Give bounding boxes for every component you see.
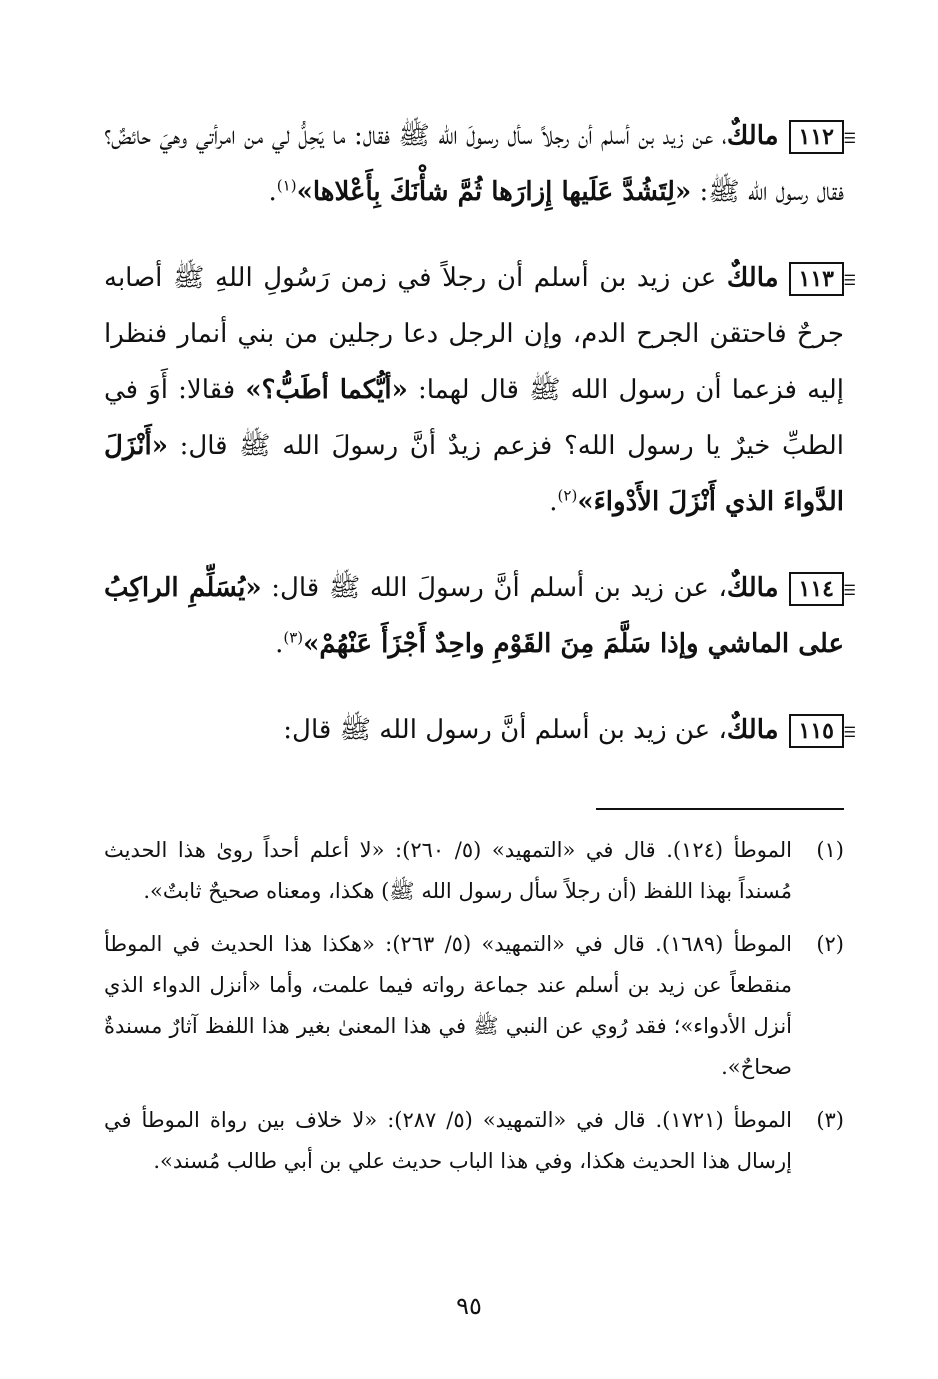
hadith-115 [104, 702, 844, 758]
hadith-ending: . [268, 177, 277, 207]
prophetic-quote-2: «أَنْزَلَ الدَّواءَ الذي أَنْزَلَ الأَدْواءَ» [104, 431, 844, 517]
footnotes [104, 830, 844, 1182]
footnote-text: الموطأ (١٢٤). قال في «التمهيد» (٥/ ٢٦٠): «لا أعلم أحداً روىٰ هذا الحديث مُسنداً بهذا اللفظ (أن رجلاً سأل رسول الله ﷺ) هكذا، ومعناه صحيحٌ ثابتٌ». [104, 838, 792, 903]
hadith-number-box: ☰ ١١٣ [789, 262, 844, 296]
footnote-ref[interactable]: (٢) [557, 486, 578, 505]
footnote-mark: (١) [816, 838, 844, 862]
footnote-separator [596, 808, 844, 810]
narrator-name: مالكٌ [726, 121, 779, 151]
hadith-text-continued: فقالا: أَوَ في الطبِّ خيرٌ يا رسول الله؟ فزعم زيدٌ أنَّ رسولَ الله ﷺ قال: [104, 375, 844, 461]
narrator-name: مالكٌ [726, 573, 779, 603]
hadith-text: ، عن زيد بن أسلم أنَّ رسولَ الله ﷺ قال: [261, 573, 727, 603]
footnote-mark: (٢) [816, 932, 844, 956]
hadith-text: ، عن زيد بن أسلم أنَّ رسول الله ﷺ قال: [283, 715, 727, 745]
prophetic-quote: «أيُّكما أطَبُّ؟» [245, 375, 408, 405]
hadith-number-box: ☰ ١١٢ [789, 120, 844, 154]
narrator-name: مالكٌ [726, 263, 779, 293]
hadith-text: عن زيد بن أسلم أن رجلاً في زمن رَسُولِ اللهِ ﷺ أصابه جرحٌ فاحتقن الجرح الدم، وإن الرجل دعا رجلين من بني أنمار فنظرا إليه فزعما أن رسول الله ﷺ قال لهما: [104, 263, 845, 405]
hadith-ending: . [275, 629, 284, 659]
hadith-number-box: ☰ ١١٤ [789, 572, 844, 606]
narrator-name: مالكٌ [726, 715, 779, 745]
hadith-114 [104, 560, 844, 672]
prophetic-quote: «يُسَلِّمِ الراكِبُ على الماشي وإذا سَلَّمَ مِنَ القَوْمِ واحِدٌ أَجْزَأَ عَنْهُمْ» [104, 573, 844, 659]
footnote-2 [104, 924, 844, 1088]
hadith-113 [104, 250, 844, 530]
hadith-112 [104, 108, 844, 220]
hadith-number-box: ☰ ١١٥ [789, 714, 844, 748]
prophetic-quote: «لِتَشُدَّ عَلَيها إِزارَها ثُمَّ شأْنَكَ بِأَعْلاها» [296, 177, 692, 207]
footnote-1 [104, 830, 844, 912]
hadith-ending: . [549, 487, 558, 517]
footnote-text: الموطأ (١٧٢١). قال في «التمهيد» (٥/ ٢٨٧): «لا خلاف بين رواة الموطأ في إرسال هذا الحديث هكذا، وفي هذا الباب حديث علي بن أبي طالب مُسند». [104, 1108, 792, 1173]
hadith-text: ، عن زيد بن أسلم أن رجلاً سأل رسولَ الله ﷺ فقال: ما يَحِلُّ لي من امرأتي وهيَ حائضٌ؟ فقال رسول الله ﷺ: [104, 121, 844, 207]
page-number: ٩٥ [456, 1292, 482, 1320]
footnote-separator-wrap [104, 788, 844, 830]
footnote-text: الموطأ (١٦٨٩). قال في «التمهيد» (٥/ ٢٦٣): «هكذا هذا الحديث في الموطأ منقطعاً عن زيد بن أسلم عند جماعة رواته فيما علمت، وأما «أنزل الدواء الذي أنزل الأدواء»؛ فقد رُوي عن النبي ﷺ في هذا المعنىٰ بغير هذا اللفظ آثارٌ مسندةٌ صحاحٌ». [104, 932, 792, 1079]
footnote-ref[interactable]: (٣) [283, 628, 304, 647]
footnote-mark: (٣) [816, 1108, 844, 1132]
footnote-3 [104, 1100, 844, 1182]
footnote-ref[interactable]: (١) [276, 176, 297, 195]
